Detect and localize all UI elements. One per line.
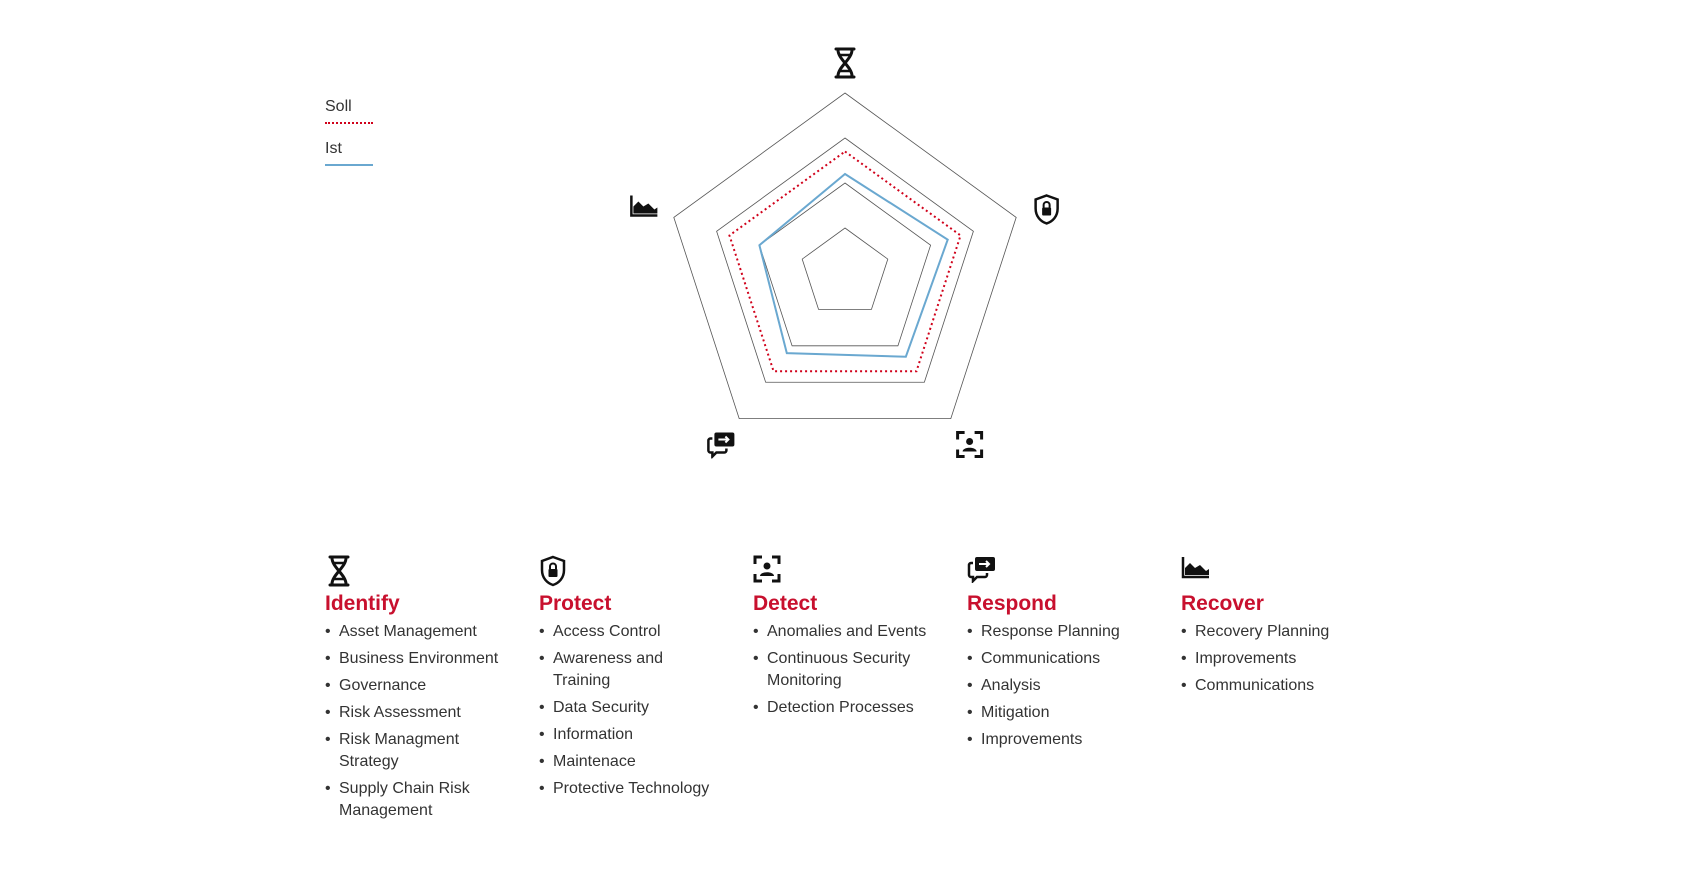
category-icon-wrap xyxy=(1181,555,1211,587)
radar-grid-ring xyxy=(802,228,888,309)
category-title: Recover xyxy=(1181,592,1264,615)
category-item: • Governance xyxy=(325,675,499,697)
category-recover xyxy=(1181,555,1395,827)
area-chart-icon xyxy=(1181,555,1211,579)
person-frame-icon xyxy=(753,555,781,583)
dna-icon xyxy=(836,49,854,77)
category-item: • Analysis xyxy=(967,675,1141,697)
axis-icon-identify xyxy=(836,49,854,77)
shield-lock-icon xyxy=(539,555,567,587)
category-item: • Continuous Security Monitoring xyxy=(753,648,927,692)
radar-grid-ring xyxy=(759,183,930,346)
category-item: • Anomalies and Events xyxy=(753,621,927,643)
category-icon-wrap xyxy=(539,555,569,587)
category-item: • Response Planning xyxy=(967,621,1141,643)
category-respond xyxy=(967,555,1181,827)
category-item: • Asset Management xyxy=(325,621,499,643)
radar-series-ist xyxy=(759,174,947,357)
radar-grid-ring xyxy=(674,93,1016,419)
category-item: • Improvements xyxy=(967,729,1141,751)
category-item: • Supply Chain Risk Management xyxy=(325,778,499,822)
category-items xyxy=(1181,621,1395,697)
category-items xyxy=(539,621,753,800)
legend-label-ist: Ist xyxy=(325,140,342,157)
category-items xyxy=(753,621,967,719)
category-item: • Communications xyxy=(1181,675,1355,697)
axis-icon-protect xyxy=(1036,195,1058,223)
category-icon-wrap xyxy=(325,555,355,587)
category-item: • Access Control xyxy=(539,621,713,643)
axis-icon-respond xyxy=(708,433,734,457)
category-items xyxy=(967,621,1181,751)
category-title: Protect xyxy=(539,592,612,615)
category-item: • Awareness and Training xyxy=(539,648,713,692)
category-identify xyxy=(325,555,539,827)
category-item: • Mitigation xyxy=(967,702,1141,724)
shield-lock-icon xyxy=(1036,195,1058,223)
category-item: • Risk Assessment xyxy=(325,702,499,724)
category-item: • Recovery Planning xyxy=(1181,621,1355,643)
category-icon-wrap xyxy=(753,555,783,587)
category-protect xyxy=(539,555,753,827)
legend-label-soll: Soll xyxy=(325,98,352,115)
person-frame-icon xyxy=(958,433,982,457)
axis-icon-recover xyxy=(631,195,657,215)
category-item: • Improvements xyxy=(1181,648,1355,670)
chat-arrow-icon xyxy=(967,555,997,583)
category-item: • Risk Managment Strategy xyxy=(325,729,499,773)
category-item: • Maintenace xyxy=(539,751,713,773)
dna-icon xyxy=(325,555,353,587)
category-item: • Communications xyxy=(967,648,1141,670)
category-icon-wrap xyxy=(967,555,997,587)
category-item: • Detection Processes xyxy=(753,697,927,719)
category-item: • Information xyxy=(539,724,713,746)
category-item: • Data Security xyxy=(539,697,713,719)
area-chart-icon xyxy=(631,195,657,215)
category-item: • Business Environment xyxy=(325,648,499,670)
category-items xyxy=(325,621,539,822)
category-title: Respond xyxy=(967,592,1057,615)
chat-arrow-icon xyxy=(708,433,734,457)
category-detect xyxy=(753,555,967,827)
category-item: • Protective Technology xyxy=(539,778,713,800)
category-title: Detect xyxy=(753,592,818,615)
axis-icon-detect xyxy=(958,433,982,457)
category-list xyxy=(325,555,1395,827)
category-title: Identify xyxy=(325,592,400,615)
